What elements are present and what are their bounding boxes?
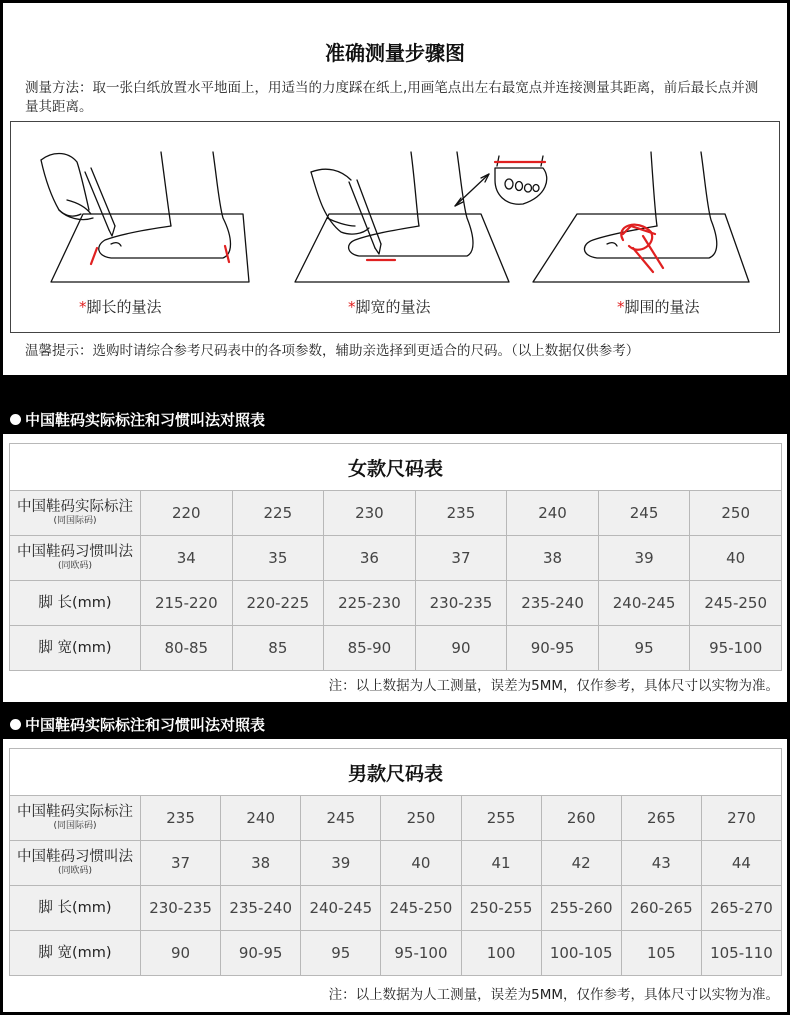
measure-guide-panel: [3, 3, 787, 375]
row-head-habit-label: 中国鞋码习惯叫法: [17, 544, 133, 560]
row-head-actual-label: 中国鞋码实际标注: [17, 499, 133, 515]
table-cell: 235: [141, 796, 221, 841]
row-head-width: 脚 宽(mm): [10, 931, 141, 976]
caption-width-label: 脚宽的量法: [355, 298, 431, 316]
row-head-actual-label: 中国鞋码实际标注: [17, 804, 133, 820]
table-row: [10, 886, 782, 931]
men-section-header: [0, 709, 790, 739]
row-head-habit-sub: (同欧码): [57, 866, 93, 876]
table-cell: 39: [301, 841, 381, 886]
table-row: [10, 491, 782, 536]
table-cell: 270: [701, 796, 781, 841]
table-cell: 220-225: [232, 581, 324, 626]
table-row: [10, 841, 782, 886]
row-head-habit: [10, 841, 141, 886]
table-cell: 245-250: [690, 581, 782, 626]
table-cell: 235-240: [221, 886, 301, 931]
table-row: [10, 626, 782, 671]
section-header-text: 中国鞋码实际标注和习惯叫法对照表: [25, 715, 266, 734]
women-size-table: [9, 443, 782, 671]
caption-star: *: [617, 298, 625, 316]
bullet-dot-icon: [10, 414, 21, 425]
section-header-text: 中国鞋码实际标注和习惯叫法对照表: [25, 410, 266, 429]
guide-title: 准确测量步骤图: [325, 41, 465, 65]
table-cell: 230-235: [141, 886, 221, 931]
table-cell: 90-95: [221, 931, 301, 976]
table-cell: 230-235: [415, 581, 507, 626]
row-head-habit-label: 中国鞋码习惯叫法: [17, 849, 133, 865]
table-cell: 250-255: [461, 886, 541, 931]
table-cell: 42: [541, 841, 621, 886]
table-cell: 245-250: [381, 886, 461, 931]
table-cell: 80-85: [141, 626, 233, 671]
caption-star: *: [348, 298, 356, 316]
women-section-header: [0, 404, 790, 434]
measure-method-text: 测量方法：取一张白纸放置水平地面上，用适当的力度踩在纸上,用画笔点出左右最宽点并连接测量其距离，前后最长点并测量其距离。: [25, 80, 759, 115]
table-cell: 34: [141, 536, 233, 581]
men-table-title: 男款尺码表: [10, 749, 782, 796]
row-head-actual: [10, 796, 141, 841]
foot-width-illustration: [295, 152, 547, 282]
men-size-panel: [3, 739, 787, 1012]
table-cell: 105: [621, 931, 701, 976]
tip-text: 温馨提示：选购时请综合参考尺码表中的各项参数，辅助亲选择到更适合的尺码。（以上数据仅供参考）: [25, 343, 640, 359]
table-row: [10, 581, 782, 626]
row-head-habit: [10, 536, 141, 581]
table-cell: 40: [381, 841, 461, 886]
men-size-table: [9, 748, 782, 976]
table-cell: 37: [415, 536, 507, 581]
caption-star: *: [79, 298, 87, 316]
table-cell: 235-240: [507, 581, 599, 626]
table-cell: 90: [141, 931, 221, 976]
table-cell: 250: [690, 491, 782, 536]
table-cell: 235: [415, 491, 507, 536]
row-head-actual: [10, 491, 141, 536]
table-cell: 44: [701, 841, 781, 886]
table-row: [10, 931, 782, 976]
table-cell: 260-265: [621, 886, 701, 931]
women-table-title: 女款尺码表: [10, 444, 782, 491]
table-row: [10, 796, 782, 841]
table-cell: 43: [621, 841, 701, 886]
table-cell: 265: [621, 796, 701, 841]
table-cell: 95-100: [381, 931, 461, 976]
table-cell: 95-100: [690, 626, 782, 671]
table-cell: 40: [690, 536, 782, 581]
table-cell: 225-230: [324, 581, 416, 626]
women-note: 注：以上数据为人工测量，误差为5MM，仅作参考，具体尺寸以实物为准。: [328, 678, 779, 694]
foot-girth-illustration: [533, 152, 749, 282]
table-cell: 255-260: [541, 886, 621, 931]
row-head-width: 脚 宽(mm): [10, 626, 141, 671]
table-cell: 39: [598, 536, 690, 581]
table-cell: 85-90: [324, 626, 416, 671]
measure-diagram: [10, 121, 780, 333]
caption-length-label: 脚长的量法: [86, 298, 162, 316]
table-cell: 38: [507, 536, 599, 581]
table-cell: 240-245: [598, 581, 690, 626]
table-cell: 265-270: [701, 886, 781, 931]
table-cell: 100: [461, 931, 541, 976]
table-cell: 90: [415, 626, 507, 671]
row-head-habit-sub: (同欧码): [57, 561, 93, 571]
table-cell: 85: [232, 626, 324, 671]
table-cell: 100-105: [541, 931, 621, 976]
table-row: [10, 536, 782, 581]
caption-girth-label: 脚围的量法: [624, 298, 700, 316]
table-cell: 35: [232, 536, 324, 581]
table-cell: 225: [232, 491, 324, 536]
table-cell: 230: [324, 491, 416, 536]
table-cell: 90-95: [507, 626, 599, 671]
table-cell: 255: [461, 796, 541, 841]
row-head-length: 脚 长(mm): [10, 581, 141, 626]
table-cell: 260: [541, 796, 621, 841]
table-cell: 240: [221, 796, 301, 841]
foot-length-illustration: [41, 152, 249, 282]
table-cell: 240: [507, 491, 599, 536]
table-cell: 95: [598, 626, 690, 671]
table-cell: 245: [301, 796, 381, 841]
table-cell: 41: [461, 841, 541, 886]
caption-foot-girth: [617, 296, 700, 317]
table-cell: 105-110: [701, 931, 781, 976]
table-cell: 37: [141, 841, 221, 886]
table-cell: 95: [301, 931, 381, 976]
row-head-actual-sub: (同国际码): [53, 516, 97, 526]
table-cell: 250: [381, 796, 461, 841]
caption-foot-width: [348, 296, 431, 317]
table-cell: 38: [221, 841, 301, 886]
table-cell: 220: [141, 491, 233, 536]
table-cell: 245: [598, 491, 690, 536]
bullet-dot-icon: [10, 719, 21, 730]
table-cell: 215-220: [141, 581, 233, 626]
caption-foot-length: [79, 296, 162, 317]
row-head-actual-sub: (同国际码): [53, 821, 97, 831]
table-cell: 240-245: [301, 886, 381, 931]
women-size-panel: [3, 434, 787, 702]
men-note: 注：以上数据为人工测量，误差为5MM，仅作参考，具体尺寸以实物为准。: [328, 987, 779, 1003]
row-head-length: 脚 长(mm): [10, 886, 141, 931]
table-cell: 36: [324, 536, 416, 581]
